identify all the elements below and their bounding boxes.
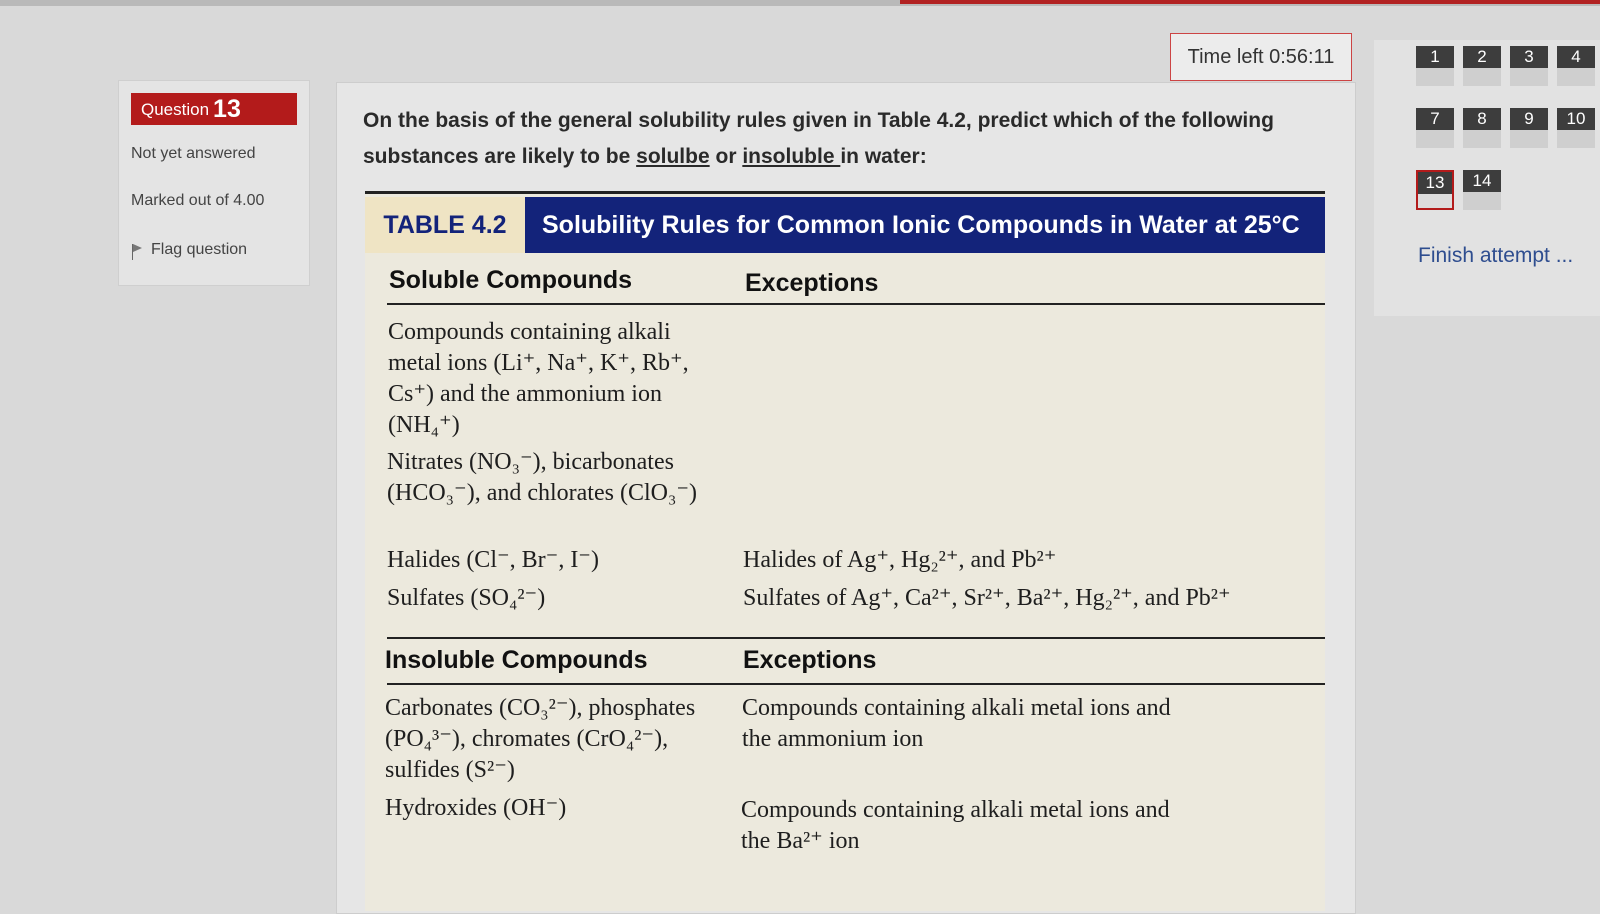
nav-question-4-label: 4 (1557, 46, 1595, 68)
table-label: TABLE 4.2 (365, 197, 525, 253)
question-label: Question (141, 100, 210, 119)
solubility-table-image (365, 191, 1325, 911)
top-accent-bar (900, 0, 1600, 4)
nav-question-10[interactable] (1557, 108, 1595, 148)
nav-question-8[interactable] (1463, 108, 1501, 148)
nav-question-1[interactable] (1416, 46, 1454, 86)
question-number: 13 (213, 95, 241, 123)
nav-question-7-label: 7 (1416, 108, 1454, 130)
nav-question-2-label: 2 (1463, 46, 1501, 68)
insoluble-header-rule (387, 683, 1325, 685)
insoluble-exceptions-header: Exceptions (743, 646, 877, 674)
flag-question-link[interactable] (131, 241, 247, 260)
soluble-row-3-compound: Halides (Cl⁻, Br⁻, I⁻) (387, 547, 599, 573)
flag-question-label: Flag question (151, 241, 248, 258)
time-left-timer: Time left 0:56:11 (1170, 33, 1352, 81)
nav-question-2[interactable] (1463, 46, 1501, 86)
table-title: Solubility Rules for Common Ionic Compounds in Water at 25°C (525, 197, 1325, 253)
question-marks: Marked out of 4.00 (131, 192, 265, 209)
nav-question-4[interactable] (1557, 46, 1595, 86)
nav-question-3[interactable] (1510, 46, 1548, 86)
insoluble-row-1-exception: Compounds containing alkali metal ions and the ammonium ion (742, 695, 1171, 752)
soluble-row-4-compound: Sulfates (SO₄²⁻) (387, 585, 546, 611)
soluble-row-2-compound: Nitrates (NO₃⁻), bicarbonates (HCO₃⁻), and chlorates (ClO₃⁻) (387, 449, 697, 506)
nav-question-14-label: 14 (1463, 170, 1501, 192)
word-or: or (709, 145, 743, 168)
question-text-end: in water: (840, 145, 927, 168)
nav-question-9[interactable] (1510, 108, 1548, 148)
section-rule (387, 637, 1325, 639)
nav-question-10-label: 10 (1557, 108, 1595, 130)
nav-question-7[interactable] (1416, 108, 1454, 148)
question-text-main: On the basis of the general solubility rules given in Table 4.2, predict which of the following substances are likely to be (363, 109, 1274, 168)
question-number-badge (131, 93, 297, 125)
insoluble-compounds-header: Insoluble Compounds (385, 646, 648, 674)
soluble-exceptions-header: Exceptions (745, 269, 879, 297)
nav-question-13-label: 13 (1418, 172, 1452, 194)
nav-question-14[interactable] (1463, 170, 1501, 210)
table-top-rule (365, 191, 1325, 194)
flag-icon (131, 242, 145, 260)
soluble-row-4-exception: Sulfates of Ag⁺, Ca²⁺, Sr²⁺, Ba²⁺, Hg₂²⁺, and Pb²⁺ (743, 585, 1231, 611)
question-content (336, 82, 1356, 914)
question-info-panel (118, 80, 310, 286)
nav-question-9-label: 9 (1510, 108, 1548, 130)
soluble-compounds-header: Soluble Compounds (389, 266, 633, 294)
nav-question-8-label: 8 (1463, 108, 1501, 130)
question-status: Not yet answered (131, 145, 256, 162)
nav-question-3-label: 3 (1510, 46, 1548, 68)
top-border (0, 0, 1600, 6)
soluble-row-1-compound: Compounds containing alkali metal ions (Li⁺, Na⁺, K⁺, Rb⁺, Cs⁺) and the ammonium ion (NH₄⁺) (388, 319, 689, 438)
soluble-row-3-exception: Halides of Ag⁺, Hg₂²⁺, and Pb²⁺ (743, 547, 1057, 573)
insoluble-row-2-exception: Compounds containing alkali metal ions and the Ba²⁺ ion (741, 797, 1170, 854)
insoluble-row-1-compound: Carbonates (CO₃²⁻), phosphates (PO₄³⁻), chromates (CrO₄²⁻), sulfides (S²⁻) (385, 695, 696, 783)
finish-attempt-link[interactable]: Finish attempt ... (1418, 244, 1574, 267)
question-text (363, 103, 1323, 175)
quiz-navigation-panel (1374, 40, 1600, 316)
insoluble-row-2-compound: Hydroxides (OH⁻) (385, 795, 567, 821)
header-rule (387, 303, 1325, 305)
word-insoluble: insoluble (742, 145, 841, 168)
nav-question-13-current[interactable] (1416, 170, 1454, 210)
nav-question-1-label: 1 (1416, 46, 1454, 68)
word-soluble: solulbe (636, 145, 710, 168)
